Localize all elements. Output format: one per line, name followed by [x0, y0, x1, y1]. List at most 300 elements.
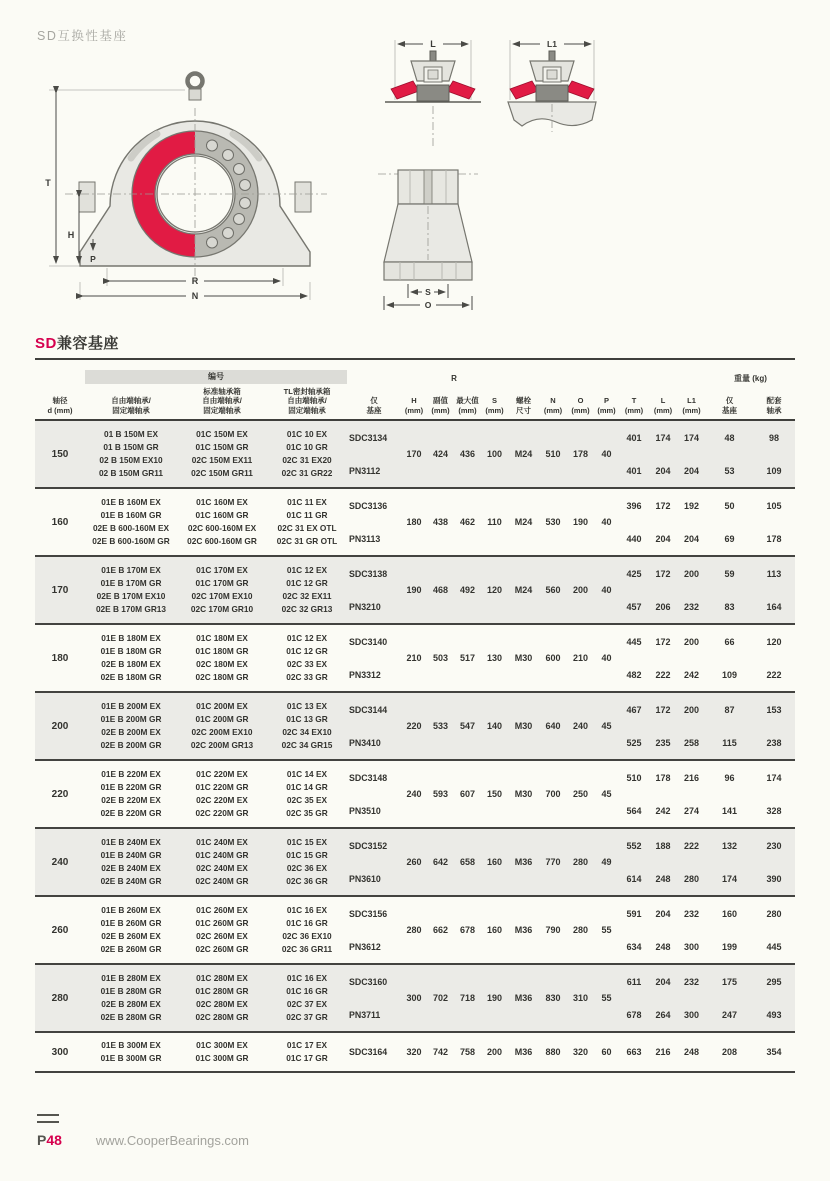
tl-sealed-designations — [267, 829, 347, 895]
weight-base-only-value: 141 — [721, 805, 738, 816]
base-only-codes — [347, 625, 401, 691]
base-only-codes — [347, 693, 401, 759]
weight-base-only-value: 83 — [724, 601, 735, 612]
dim-T-values — [619, 965, 649, 1031]
dim-bolt: M24 — [514, 449, 533, 460]
designation: 01C 12 EX — [286, 633, 328, 644]
designation: 02C 31 GR OTL — [276, 536, 338, 547]
designation: 01C 13 GR — [286, 714, 328, 725]
dim-label-S: S — [425, 287, 431, 297]
dim-P: 55 — [601, 993, 612, 1004]
weight-base-only-value: 66 — [724, 636, 735, 647]
designation: 02C 36 EX — [286, 863, 328, 874]
base-code: PN3711 — [349, 1009, 381, 1020]
page-top-label: SD互换性基座 — [37, 29, 128, 43]
weight-base-only-value: 50 — [724, 500, 735, 511]
header-O: O (mm) — [571, 396, 590, 415]
weight-with-bearing-value: 178 — [766, 533, 782, 544]
dim-R_min: 662 — [432, 925, 449, 936]
designation: 01C 280M GR — [195, 986, 249, 997]
weight-with-bearing — [753, 489, 795, 555]
page-footer — [37, 1114, 249, 1148]
base-code: SDC3136 — [349, 500, 388, 511]
designation: 01E B 220M EX — [101, 769, 161, 780]
designation: 02E B 260M GR — [100, 944, 162, 955]
dim-L1-values — [677, 489, 706, 555]
dim-bolt: M36 — [514, 925, 533, 936]
weight-with-bearing-value: 390 — [766, 873, 782, 884]
designation: 01C 300M EX — [196, 1040, 248, 1051]
designation: 02C 36 GR — [286, 876, 328, 887]
dim-R_min: 503 — [432, 653, 449, 664]
weight-with-bearing-value: 280 — [766, 908, 782, 919]
weight-with-bearing — [753, 557, 795, 623]
dim-H: 170 — [406, 449, 422, 460]
designation: 01C 12 GR — [286, 646, 328, 657]
designation: 01E B 220M GR — [100, 782, 162, 793]
designation: 01C 12 EX — [286, 565, 328, 576]
tl-sealed-designations — [267, 897, 347, 963]
designation: 02C 600-160M GR — [187, 536, 257, 547]
header-base-only: 仅 基座 — [366, 396, 382, 415]
designation: 02C 240M GR — [195, 876, 249, 887]
dim-L-value: 174 — [655, 432, 671, 443]
base-only-codes — [347, 761, 401, 827]
weight-base-only — [706, 421, 753, 487]
dim-H: 300 — [406, 993, 422, 1004]
designation: 02E B 240M GR — [100, 876, 162, 887]
dim-L-value: 248 — [655, 941, 671, 952]
weight-base-only-value: 208 — [721, 1047, 738, 1058]
base-code: SDC3140 — [349, 636, 388, 647]
dim-T-value: 552 — [626, 840, 642, 851]
dim-L1-value: 204 — [683, 465, 700, 476]
dim-L1-value: 192 — [683, 500, 700, 511]
dim-P: 60 — [601, 1047, 612, 1058]
dim-R_max: 492 — [459, 585, 476, 596]
header-L: L (mm) — [653, 396, 673, 415]
designation: 02C 35 GR — [286, 808, 328, 819]
dim-R_max: 678 — [459, 925, 476, 936]
dim-L-values — [649, 829, 677, 895]
dim-N: 770 — [545, 857, 561, 868]
tl-sealed-designations — [267, 489, 347, 555]
dim-R_min: 533 — [432, 721, 449, 732]
designation: 01C 260M GR — [195, 918, 249, 929]
header-L1: L1 (mm) — [682, 396, 701, 415]
base-code: SDC3152 — [349, 840, 388, 851]
designation: 02C 170M GR10 — [190, 604, 254, 615]
weight-base-only — [706, 1033, 753, 1071]
dim-T-values — [619, 897, 649, 963]
base-code: SDC3138 — [349, 568, 388, 579]
header-free-end: 自由端轴承/ 固定端轴承 — [111, 396, 151, 415]
table-row-group-260 — [35, 897, 795, 965]
dim-N: 510 — [545, 449, 561, 460]
dim-L-values — [649, 761, 677, 827]
dim-N: 790 — [545, 925, 561, 936]
weight-with-bearing — [753, 761, 795, 827]
dim-T-values — [619, 557, 649, 623]
designation: 01C 15 GR — [286, 850, 328, 861]
tl-sealed-designations — [267, 625, 347, 691]
dim-bolt: M30 — [514, 653, 533, 664]
dim-bolt: M36 — [514, 857, 533, 868]
designation: 02E B 220M GR — [100, 808, 162, 819]
designation: 02E B 170M EX10 — [96, 591, 166, 602]
header-group-r: R — [451, 374, 457, 383]
header-tl-sealed-housing: TL密封轴承箱 自由端轴承/ 固定端轴承 — [283, 387, 331, 415]
free-end-designations — [85, 625, 177, 691]
dim-T-value: 634 — [626, 941, 642, 952]
shaft-diameter: 160 — [51, 516, 69, 528]
designation: 01C 15 EX — [286, 837, 328, 848]
designation: 02C 37 GR — [286, 1012, 328, 1023]
dim-O: 250 — [572, 789, 589, 800]
weight-with-bearing — [753, 421, 795, 487]
standard-housing-designations — [177, 693, 267, 759]
base-only-codes — [347, 897, 401, 963]
designation: 01C 180M EX — [196, 633, 248, 644]
dim-S: 100 — [486, 449, 503, 460]
header-standard-housing: 标准轴承箱 自由端轴承/ 固定端轴承 — [202, 387, 242, 415]
dim-R_max: 436 — [459, 449, 476, 460]
dim-O: 210 — [572, 653, 589, 664]
dim-bolt: M30 — [514, 721, 533, 732]
header-P: P (mm) — [597, 396, 616, 415]
base-only-codes — [347, 1033, 401, 1071]
designation: 02 B 150M EX10 — [99, 455, 163, 466]
dim-L1-values — [677, 557, 706, 623]
dim-L1-values — [677, 693, 706, 759]
designation: 02C 200M GR13 — [190, 740, 254, 751]
dim-L-value: 172 — [655, 568, 671, 579]
weight-with-bearing — [753, 829, 795, 895]
base-code: SDC3164 — [349, 1047, 388, 1058]
dim-T-value: 678 — [626, 1009, 642, 1020]
standard-housing-designations — [177, 965, 267, 1031]
designation: 01C 160M EX — [196, 497, 248, 508]
dim-T-value: 510 — [626, 772, 642, 783]
dim-T-value: 614 — [626, 873, 642, 884]
base-code: SDC3160 — [349, 976, 388, 987]
shaft-diameter: 300 — [51, 1046, 69, 1058]
dim-L-value: 204 — [655, 533, 671, 544]
dim-O: 190 — [572, 517, 589, 528]
dim-O: 200 — [572, 585, 589, 596]
designation: 02E B 260M EX — [101, 931, 161, 942]
weight-with-bearing-value: 174 — [766, 772, 782, 783]
tl-sealed-designations — [267, 965, 347, 1031]
dim-L-value: 264 — [655, 1009, 671, 1020]
weight-base-only-value: 87 — [724, 704, 735, 715]
dim-L-value: 204 — [655, 465, 671, 476]
table-body — [35, 421, 795, 1073]
dim-R_max: 658 — [459, 857, 476, 868]
dim-R_max: 462 — [459, 517, 476, 528]
designation: 01E B 240M EX — [101, 837, 161, 848]
designation: 01C 220M EX — [196, 769, 248, 780]
base-code: SDC3134 — [349, 432, 388, 443]
designation: 01C 16 EX — [286, 973, 328, 984]
weight-base-only-value: 48 — [724, 432, 735, 443]
designation: 01E B 300M EX — [101, 1040, 161, 1051]
designation: 02C 31 EX OTL — [277, 523, 337, 534]
dim-L1-value: 174 — [683, 432, 700, 443]
designation: 01C 11 EX — [287, 497, 327, 508]
dim-L1-value: 204 — [683, 533, 700, 544]
designation: 01C 200M GR — [195, 714, 249, 725]
table-title — [35, 332, 795, 353]
designation: 01C 16 EX — [286, 905, 328, 916]
base-code: PN3410 — [349, 737, 381, 748]
dim-T-values — [619, 693, 649, 759]
weight-with-bearing — [753, 625, 795, 691]
dim-P: 40 — [601, 517, 612, 528]
tl-sealed-designations — [267, 557, 347, 623]
dim-T-values — [619, 489, 649, 555]
designation: 02C 32 EX11 — [282, 591, 332, 602]
dim-O: 310 — [572, 993, 589, 1004]
designation: 01C 150M GR — [195, 442, 249, 453]
dim-L-value: 188 — [655, 840, 671, 851]
shaft-diameter: 240 — [51, 856, 69, 868]
dim-T-value: 467 — [626, 704, 642, 715]
base-code: SDC3144 — [349, 704, 388, 715]
designation: 01C 200M EX — [196, 701, 248, 712]
designation: 01C 16 GR — [286, 986, 328, 997]
designation: 01 B 150M GR — [103, 442, 159, 453]
free-end-designations — [85, 965, 177, 1031]
free-end-designations — [85, 1033, 177, 1071]
dim-H: 220 — [406, 721, 422, 732]
designation: 02C 280M GR — [195, 1012, 249, 1023]
designation: 02C 31 EX20 — [282, 455, 332, 466]
standard-housing-designations — [177, 625, 267, 691]
dim-L1-value: 216 — [683, 772, 700, 783]
dim-T-value: 611 — [626, 976, 642, 987]
dim-R_min: 742 — [432, 1047, 449, 1058]
dim-T-value: 663 — [626, 1047, 642, 1058]
designation: 01E B 280M GR — [100, 986, 162, 997]
table-row-group-170 — [35, 557, 795, 625]
dim-H: 210 — [406, 653, 422, 664]
header-N: N (mm) — [543, 396, 563, 415]
dim-label-T: T — [45, 178, 51, 188]
dim-L1-value: 200 — [683, 568, 700, 579]
dim-L-value: 216 — [655, 1047, 671, 1058]
standard-housing-designations — [177, 761, 267, 827]
standard-housing-designations — [177, 829, 267, 895]
weight-base-only — [706, 965, 753, 1031]
dim-O: 240 — [572, 721, 589, 732]
base-code: SDC3156 — [349, 908, 388, 919]
weight-base-only-value: 160 — [721, 908, 738, 919]
dim-L-values — [649, 1033, 677, 1071]
designation: 02E B 600-160M GR — [92, 536, 170, 547]
dim-R_min: 424 — [432, 449, 449, 460]
dim-L-values — [649, 557, 677, 623]
weight-with-bearing-value: 98 — [768, 432, 779, 443]
pedestal-side-view-drawing — [378, 166, 478, 312]
weight-base-only-value: 247 — [721, 1009, 738, 1020]
dim-P: 45 — [601, 789, 612, 800]
free-end-designations — [85, 693, 177, 759]
dim-L1-value: 200 — [683, 636, 700, 647]
table-row-group-220 — [35, 761, 795, 829]
designation: 02C 240M EX — [196, 863, 248, 874]
dim-O: 280 — [572, 925, 589, 936]
table-row-group-160 — [35, 489, 795, 557]
weight-base-only — [706, 829, 753, 895]
dim-T-value: 482 — [626, 669, 642, 680]
base-only-codes — [347, 489, 401, 555]
weight-with-bearing — [753, 965, 795, 1031]
table-row-group-180 — [35, 625, 795, 693]
dim-L1-value: 242 — [683, 669, 700, 680]
dim-L1-values — [677, 421, 706, 487]
dim-L1-values — [677, 965, 706, 1031]
header-S: S (mm) — [485, 396, 504, 415]
designation: 01E B 200M EX — [101, 701, 161, 712]
designation: 01C 17 GR — [286, 1053, 328, 1064]
dim-L1-value: 274 — [683, 805, 700, 816]
dim-bolt: M36 — [514, 1047, 533, 1058]
dim-S: 160 — [486, 857, 503, 868]
dim-L-value: 235 — [655, 737, 671, 748]
dim-L-values — [649, 421, 677, 487]
dim-S: 140 — [486, 721, 503, 732]
designation: 01C 12 GR — [286, 578, 328, 589]
dim-S: 120 — [486, 585, 503, 596]
base-code: PN3612 — [349, 941, 381, 952]
shaft-diameter: 280 — [51, 992, 69, 1004]
weight-with-bearing-value: 295 — [766, 976, 782, 987]
dim-L1-values — [677, 829, 706, 895]
dim-L1-value: 280 — [683, 873, 700, 884]
dim-T-value: 396 — [626, 500, 642, 511]
dim-L1-values — [677, 761, 706, 827]
dim-bolt: M30 — [514, 789, 533, 800]
dim-N: 880 — [545, 1047, 561, 1058]
designation: 01C 240M GR — [195, 850, 249, 861]
base-code: PN3112 — [349, 465, 381, 476]
designation: 02C 220M GR — [195, 808, 249, 819]
dim-N: 600 — [545, 653, 561, 664]
dim-R_min: 702 — [432, 993, 449, 1004]
dim-P: 55 — [601, 925, 612, 936]
weight-base-only — [706, 761, 753, 827]
designation: 02 B 150M GR11 — [98, 468, 164, 479]
free-end-designations — [85, 829, 177, 895]
dim-R_min: 438 — [432, 517, 449, 528]
dim-L-values — [649, 693, 677, 759]
header-weight-bearing: 配套 轴承 — [766, 396, 782, 415]
designation: 01E B 280M EX — [101, 973, 161, 984]
standard-housing-designations — [177, 489, 267, 555]
designation: 02C 31 GR22 — [281, 468, 333, 479]
designation: 01E B 240M GR — [100, 850, 162, 861]
dim-L-values — [649, 965, 677, 1031]
standard-housing-designations — [177, 557, 267, 623]
dim-L-value: 242 — [655, 805, 671, 816]
table-title-accent: SD — [35, 335, 57, 352]
dim-label-P: P — [90, 254, 96, 264]
designation: 01C 150M EX — [196, 429, 248, 440]
dim-L-value: 204 — [655, 908, 671, 919]
designation: 01C 10 EX — [286, 429, 328, 440]
designation: 02C 34 EX10 — [282, 727, 332, 738]
header-group-number: 编号 — [85, 370, 347, 384]
dim-L-value: 178 — [655, 772, 671, 783]
dim-L1-value: 300 — [683, 1009, 700, 1020]
dim-L1-value: 222 — [683, 840, 700, 851]
dim-L-value: 206 — [655, 601, 671, 612]
designation: 02C 180M EX — [196, 659, 248, 670]
dim-R_max: 517 — [459, 653, 476, 664]
designation: 02C 170M EX10 — [191, 591, 253, 602]
designation: 02E B 180M GR — [100, 672, 162, 683]
dim-N: 560 — [545, 585, 561, 596]
designation: 01C 260M EX — [196, 905, 248, 916]
dim-L1-value: 200 — [683, 704, 700, 715]
dim-H: 240 — [406, 789, 422, 800]
dim-L-value: 172 — [655, 636, 671, 647]
designation: 02C 150M EX11 — [191, 455, 253, 466]
dim-L1-value: 232 — [683, 908, 700, 919]
top-view-L-drawing — [383, 36, 483, 148]
weight-with-bearing-value: 238 — [766, 737, 782, 748]
compat-base-table — [35, 332, 795, 1073]
weight-base-only-value: 69 — [724, 533, 735, 544]
dim-O: 320 — [572, 1047, 589, 1058]
tl-sealed-designations — [267, 761, 347, 827]
dim-P: 45 — [601, 721, 612, 732]
table-row-group-300 — [35, 1033, 795, 1073]
weight-with-bearing — [753, 897, 795, 963]
base-code: PN3610 — [349, 873, 381, 884]
dim-L1-value: 300 — [683, 941, 700, 952]
weight-with-bearing-value: 120 — [766, 636, 782, 647]
dim-N: 530 — [545, 517, 561, 528]
dim-label-L: L — [430, 39, 436, 49]
dim-S: 190 — [486, 993, 503, 1004]
dim-T-values — [619, 1033, 649, 1071]
dim-T-values — [619, 761, 649, 827]
designation: 01C 280M EX — [196, 973, 248, 984]
dim-H: 190 — [406, 585, 422, 596]
header-bolt-size: 螺栓 尺寸 — [516, 396, 531, 415]
dim-T-value: 445 — [626, 636, 642, 647]
base-only-codes — [347, 557, 401, 623]
dim-L1-value: 232 — [683, 976, 700, 987]
dim-T-value: 457 — [626, 601, 642, 612]
designation: 02C 36 EX10 — [282, 931, 332, 942]
dim-bolt: M36 — [514, 993, 533, 1004]
dim-label-L1: L1 — [547, 39, 557, 49]
designation: 02C 36 GR11 — [281, 944, 333, 955]
header-H: H (mm) — [404, 396, 424, 415]
designation: 02E B 280M EX — [101, 999, 161, 1010]
dim-T-value: 401 — [626, 465, 642, 476]
footer-website-link[interactable]: www.CooperBearings.com — [95, 1133, 249, 1148]
dim-T-values — [619, 625, 649, 691]
header-group-weight: 重量 (kg) — [734, 374, 767, 383]
weight-with-bearing — [753, 1033, 795, 1071]
weight-base-only-value: 53 — [724, 465, 735, 476]
designation: 01C 240M EX — [196, 837, 248, 848]
dim-P: 40 — [601, 653, 612, 664]
